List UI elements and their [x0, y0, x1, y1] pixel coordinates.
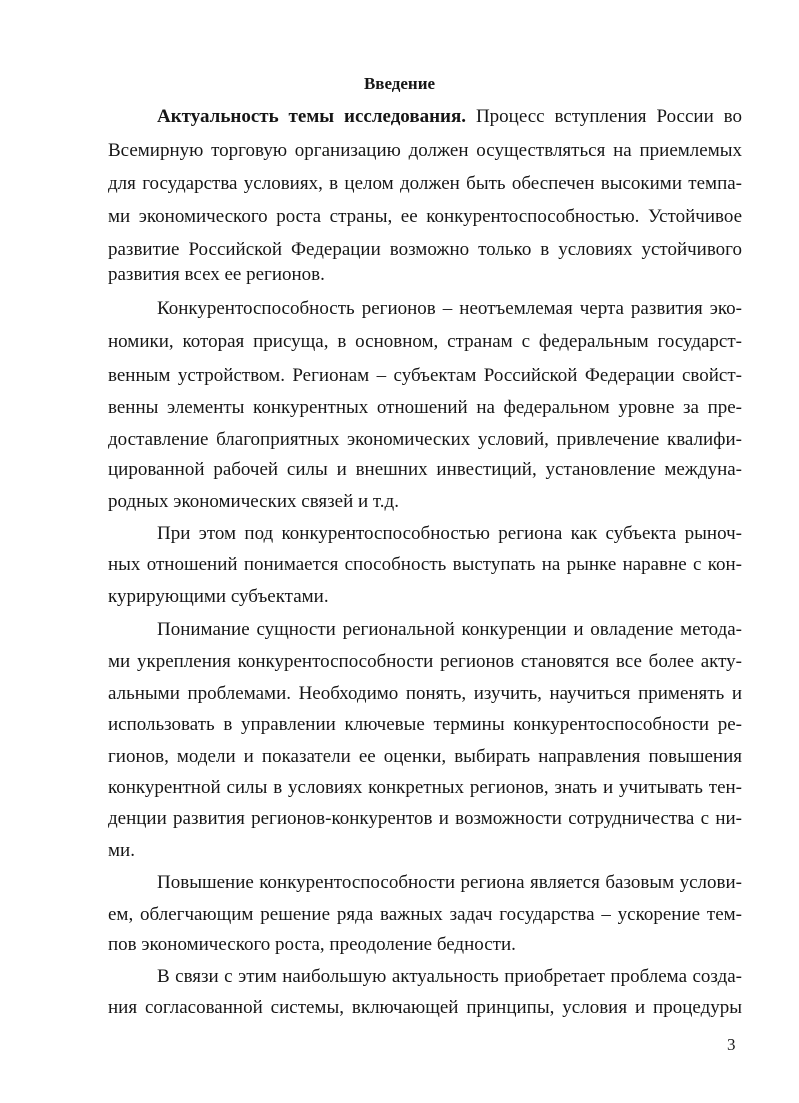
text-line: пов экономического роста, преодоление бедности. [108, 934, 516, 955]
text-line: денции развития регионов-конкурентов и возможности сотрудничества с ни- [108, 808, 742, 829]
page-number: 3 [727, 1035, 736, 1054]
text-line: доставление благоприятных экономических условий, привлечение квалифи- [108, 429, 742, 450]
text-line: цированной рабочей силы и внешних инвестиций, установление междуна- [108, 459, 742, 480]
text-line: В связи с этим наибольшую актуальность приобретает проблема созда- [157, 966, 742, 987]
text-line: номики, которая присуща, в основном, странам с федеральным государст- [108, 331, 742, 352]
text-line: ми укрепления конкурентоспособности регионов становятся все более акту- [108, 651, 742, 672]
text-line [157, 105, 742, 129]
text-line: для государства условиях, в целом должен быть обеспечен высокими темпа- [108, 173, 742, 194]
text-line: венным устройством. Регионам – субъектам Российской Федерации свойст- [108, 365, 742, 386]
text-line: Понимание сущности региональной конкуренции и овладение метода- [157, 619, 742, 640]
text-line: альными проблемами. Необходимо понять, изучить, научиться применять и [108, 683, 742, 704]
text-line: Повышение конкурентоспособности региона является базовым услови- [157, 872, 742, 893]
line-text: Процесс вступления России во [475, 106, 743, 127]
text-line: гионов, модели и показатели ее оценки, выбирать направления повышения [108, 746, 742, 767]
text-line: Всемирную торговую организацию должен осуществляться на приемлемых [108, 140, 742, 161]
text-line: Конкурентоспособность регионов – неотъемлемая черта развития эко- [157, 298, 742, 319]
text-line: развитие Российской Федерации возможно только в условиях устойчивого [108, 239, 742, 260]
text-line: венны элементы конкурентных отношений на федеральном уровне за пре- [108, 397, 742, 418]
section-title: Введение [363, 74, 436, 93]
text-line: родных экономических связей и т.д. [108, 491, 399, 512]
bold-lead: Актуальность темы исследования. [157, 106, 467, 127]
text-line: ми экономического роста страны, ее конкурентоспособностью. Устойчивое [108, 206, 742, 227]
text-line: развития всех ее регионов. [108, 264, 325, 285]
text-line: ем, облегчающим решение ряда важных задач государства – ускорение тем- [108, 904, 742, 925]
text-line: ния согласованной системы, включающей принципы, условия и процедуры [108, 997, 742, 1018]
text-line: использовать в управлении ключевые термины конкурентоспособности ре- [108, 714, 742, 735]
text-line: конкурентной силы в условиях конкретных регионов, знать и учитывать тен- [108, 777, 742, 798]
text-line: ми. [108, 840, 135, 861]
text-line: ных отношений понимается способность выступать на рынке наравне с кон- [108, 554, 742, 575]
text-line: курирующими субъектами. [108, 586, 329, 607]
text-line: При этом под конкурентоспособностью региона как субъекта рыноч- [157, 523, 742, 544]
